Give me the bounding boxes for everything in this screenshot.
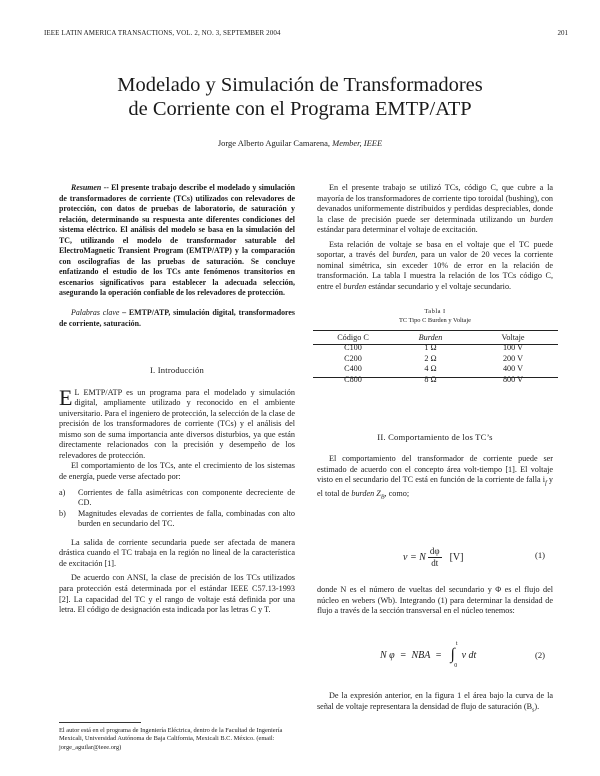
list-item-label: b): [59, 508, 66, 518]
equation-2: [380, 640, 476, 670]
table-header-cell: Código C: [337, 333, 369, 342]
right-p2-burden-2: burden: [343, 281, 367, 291]
table-header-rule: [313, 344, 558, 345]
equation-1: [403, 542, 463, 572]
drop-cap: E: [59, 384, 73, 410]
section-1-paragraph-4: De acuerdo con ANSI, la clase de precisión de los TCs utilizados para protección está determinada por el estándar IEEE C57.13-1993 [2]. La capacidad del TC y el rango de voltaje está definida por una letra. El código de designación esta indicada por las letras C y T.: [59, 573, 295, 615]
author-membership: Member, IEEE: [332, 138, 383, 148]
left-column: [59, 183, 295, 616]
table-header-row: [313, 333, 558, 343]
right-p1-text: En el presente trabajo se utilizó TCs, código C, que cubre a la mayoría de los transformadores de corriente tipo toroidal (bushing), con devanados uniformemente distribuidos y perdidas despreciables, donde la clase de precisión puede ser determinada utilizando un: [317, 183, 554, 224]
author-line: [0, 138, 600, 148]
right-p2-text-end: estándar secundario y el voltaje secundario.: [368, 281, 512, 291]
table-cell: C800: [344, 374, 362, 384]
section-2-paragraph-2: donde N es el número de vueltas del secundario y Φ es el flujo del núcleo en webers (Wb). Integrando (1) para determinar la densidad de flujo a través de la sección transversal en el núcleo tenemos:: [317, 585, 553, 616]
section-2-p3: [317, 691, 553, 716]
list-item-text: Magnitudes elevadas de corrientes de falla, combinadas con alto burden en secundario del TC.: [78, 508, 295, 529]
section-2-paragraph-3: [317, 691, 553, 716]
section-2-p1-end: , como;: [384, 489, 410, 499]
table-cell: 200 V: [502, 353, 524, 363]
section-2-heading: II. Comportamiento de los TC’s: [377, 432, 493, 442]
eq2-integrand: v dt: [461, 649, 477, 661]
eq2-upper-limit: t: [455, 641, 458, 647]
eq1-numerator: dφ: [429, 545, 440, 556]
table-label: Tabla I: [424, 308, 446, 315]
subscript-f: f: [545, 480, 547, 487]
footnote-rule: [59, 722, 141, 723]
list-item-text: Corrientes de falla asimétricas con componente decreciente de CD.: [78, 487, 295, 508]
table-cell: 4 Ω: [424, 364, 437, 374]
abstract-label: Resumen: [71, 183, 102, 192]
right-paragraph-1: [317, 183, 553, 236]
section-1-p1-text: L EMTP/ATP es un programa para el modelado y simulación digital, ampliamente utilizado y reconocido en el ambiente universitario. Para el ingeniero de protección, la selección de la clase de precisión de los transformadores de corriente (TCs) y el análisis del mismo son de suma importancia ante diversos disturbios, ya que están directamente relacionados con la precisión y desempeño de los relevadores de protección.: [59, 387, 295, 460]
table-cell: 800 V: [502, 374, 524, 384]
table-cell: C200: [344, 353, 362, 363]
table-top-rule: [313, 330, 558, 331]
equation-2-number: (2): [535, 650, 546, 660]
table-cell: C100: [344, 343, 362, 353]
page-number: 201: [557, 29, 568, 37]
section-2-burden: burden: [351, 489, 375, 499]
section-2-p1: [317, 454, 553, 503]
table-caption: [317, 308, 553, 325]
table-cell: 8 Ω: [424, 374, 437, 384]
title-line-2: de Corriente con el Programa EMTP/ATP: [128, 98, 472, 120]
section-1-paragraph-1: [59, 384, 295, 462]
section-2-paragraph-1: [317, 454, 553, 503]
section-2-p1-mid: y el total de: [317, 475, 554, 499]
effects-list: [59, 488, 295, 530]
eq1-unit: [V]: [449, 551, 464, 563]
section-2-zb: Z: [374, 489, 381, 499]
right-p1-text-end: estándar para determinar el voltaje de excitación.: [317, 225, 478, 235]
subscript-s: s: [532, 707, 535, 714]
paper-title: [0, 73, 600, 121]
table-title: TC Tipo C Burden y Voltaje: [398, 316, 472, 324]
table-cell: C400: [344, 364, 362, 374]
section-2-p3-end: ).: [534, 701, 540, 711]
table-bottom-rule: [313, 377, 558, 378]
footnote: El autor está en el programa de Ingeniería Eléctrica, dentro de la Facultad de Ingeniería Mexicali, Universidad Autónoma de Baja California, Mexicali B.C. México. (email: jorge_aguilar@ieee.org): [59, 727, 283, 751]
eq1-fraction: [428, 546, 442, 569]
right-p2-burden: burden,: [392, 250, 418, 260]
right-p2-text-mid: para un valor de 20 veces la corriente nominal simétrica, sin exceder 10% de error en la relación de transformación. La tabla I muestra la relación de los TCs código C, entre el: [317, 250, 554, 291]
list-item: [59, 509, 295, 530]
right-p2-text: Esta relación de voltaje se basa en el voltaje que el TC puede soportar, a través del: [317, 239, 553, 260]
abstract: [59, 183, 295, 299]
eq1-lhs: v = N: [403, 551, 426, 563]
subscript-b: B: [380, 494, 385, 501]
table-row: [313, 354, 558, 364]
abstract-text: -- El presente trabajo describe el modelado y simulación de transformadores de corriente (TCs) utilizados con relevadores de protección, con datos de pruebas de laboratorio, de saturación y relación, determinando su respuesta ante diferentes condiciones del sistema eléctrico. El análisis del modelo se basa en la simulación del TC, utilizando el modelo de transformador saturable del ElectroMagnetic Transient Program (EMTP/ATP) y la comparación con oscilografías de las pruebas de saturación. Se concluye enfatizando el estudio de los TCs ante fenómenos transitorios en escenarios significativos para establecer la adecuada selección, asegurando la operación confiable de los relevadores de protección.: [59, 183, 295, 298]
table-row: [313, 364, 558, 374]
right-paragraph-2: [317, 240, 553, 293]
list-item-label: a): [59, 487, 66, 497]
table-header-cell: Burden: [418, 333, 443, 342]
eq1-denominator: dt: [431, 557, 439, 568]
table-cell: 400 V: [502, 364, 524, 374]
eq2-integral: [448, 640, 458, 670]
eq2-integral-sign: ∫: [450, 646, 455, 663]
eq2-lhs: N φ = NBA =: [380, 649, 442, 661]
section-1-paragraph-3: La salida de corriente secundaria puede ser afectada de manera drástica cuando el TC trabaja en la región no lineal de la característica de excitación [1].: [59, 537, 295, 568]
keywords-label: Palabras clave: [71, 308, 120, 318]
author-name: Jorge Alberto Aguilar Camarena,: [217, 138, 331, 148]
running-head: IEEE LATIN AMERICA TRANSACTIONS, VOL. 2, NO. 3, SEPTEMBER 2004: [44, 29, 281, 37]
section-1-paragraph-2: El comportamiento de los TCs, ante el crecimiento de los sistemas de energía, puede verse afectado por:: [59, 461, 295, 482]
list-item: [59, 488, 295, 509]
table-cell: 2 Ω: [424, 353, 437, 363]
title-line-1: Modelado y Simulación de Transformadores: [117, 74, 483, 96]
keywords: [59, 308, 295, 329]
section-1-heading: I. Introducción: [149, 365, 205, 376]
keywords-text: – EMTP/ATP, simulación digital, transformadores de corriente, saturación.: [59, 308, 295, 328]
eq2-lower-limit: 0: [454, 663, 458, 669]
right-column-top: [317, 183, 553, 292]
section-2-p3-text: De la expresión anterior, en la figura 1 el área bajo la curva de la señal de voltaje representara la densidad de flujo de saturación (B: [317, 691, 553, 711]
section-2-p1-text: El comportamiento del transformador de corriente puede ser estimado de acuerdo con el concepto área volt-tiempo [1]. El voltaje visto en el secundario del TC está en función de la corriente de falla i: [317, 454, 553, 485]
right-p1-burden: burden: [530, 214, 553, 224]
table-cell: 1 Ω: [424, 343, 437, 353]
table-cell: 100 V: [502, 343, 524, 353]
table-header-cell: Voltaje: [501, 333, 525, 342]
equation-1-number: (1): [535, 550, 546, 560]
